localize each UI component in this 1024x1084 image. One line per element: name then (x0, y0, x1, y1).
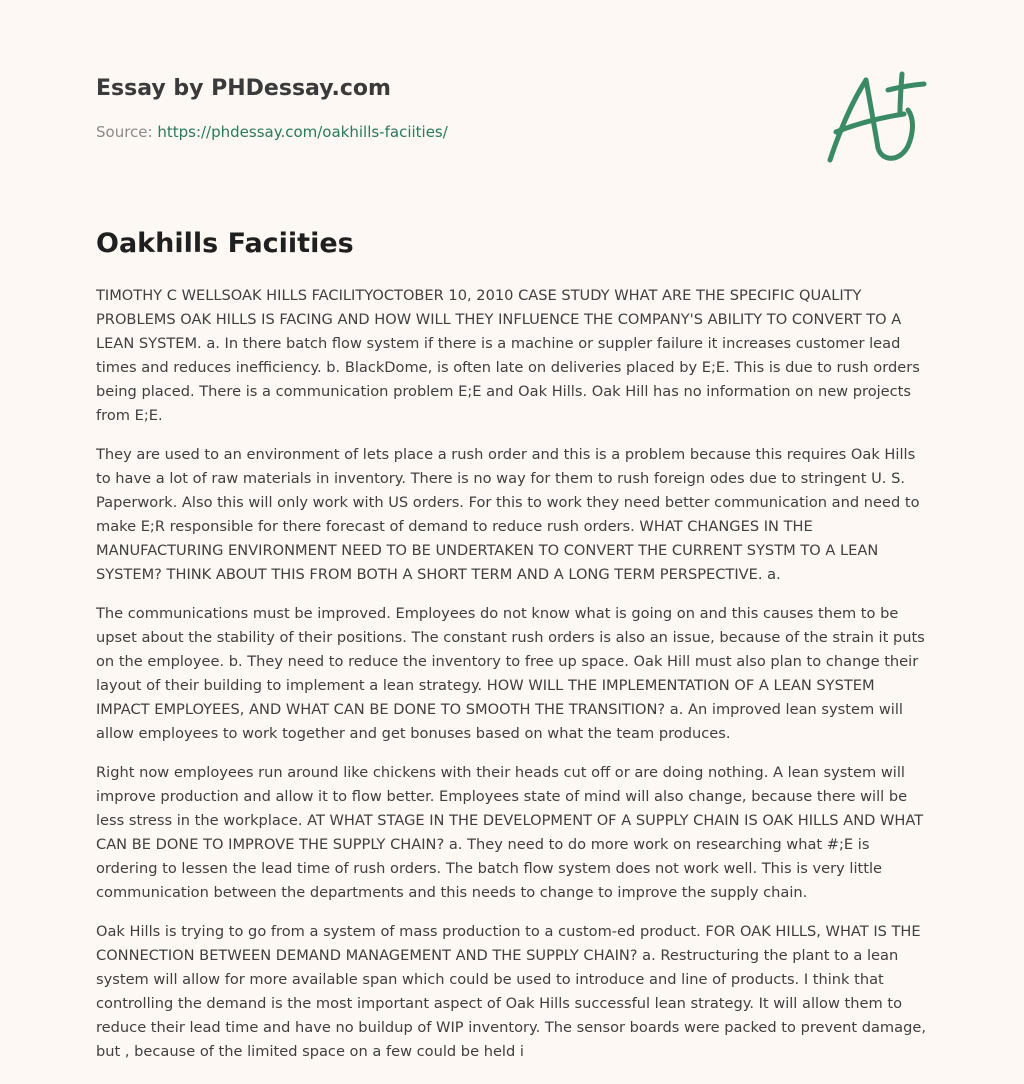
a-plus-logo-icon (818, 66, 930, 166)
essay-paragraph: The communications must be improved. Employees do not know what is going on and this causes them to be upset about the stability of their positions. The constant rush orders is also an issue, because of the strain it puts on the employee. b. They need to reduce the inventory to free up space. Oak Hill must also plan to change their layout of their building to implement a lean strategy. HOW WILL THE IMPLEMENTATION OF A LEAN SYSTEM IMPACT EMPLOYEES, AND WHAT CAN BE DONE TO SMOOTH THE TRANSITION? a. An improved lean system will allow employees to work together and get bonuses based on what the team produces. (96, 605, 925, 742)
a-plus-logo (818, 66, 930, 166)
essay-body (96, 284, 932, 1079)
page-header (96, 74, 796, 142)
essay-paragraph: Right now employees run around like chickens with their heads cut off or are doing nothing. A lean system will improve production and allow it to flow better. Employees state of mind will also change, because there will be less stress in the workplace. AT WHAT STAGE IN THE DEVELOPMENT OF A SUPPLY CHAIN IS OAK HILLS AND WHAT CAN BE DONE TO IMPROVE THE SUPPLY CHAIN? a. They need to do more work on researching what #;E is ordering to lessen the lead time of rush orders. The batch flow system does not work well. This is very little communication between the departments and this needs to change to improve the supply chain. (96, 764, 924, 901)
essay-paragraph: Oak Hills is trying to go from a system of mass production to a custom-ed product. FOR OAK HILLS, WHAT IS THE CONNECTION BETWEEN DEMAND MANAGEMENT AND THE SUPPLY CHAIN? a. Restructuring the plant to a lean system will allow for more available span which could be used to introduce and line of products. I think that controlling the demand is the most important aspect of Oak Hills successful lean strategy. It will allow them to reduce their lead time and have no buildup of WIP inventory. The sensor boards were packed to prevent damage, but , because of the limited space on a few could be held i (96, 923, 926, 1060)
site-title: Essay by PHDessay.com (96, 76, 391, 101)
source-link[interactable]: https://phdessay.com/oakhills-faciities/ (157, 123, 448, 141)
essay-paragraph: TIMOTHY C WELLSOAK HILLS FACILITYOCTOBER 10, 2010 CASE STUDY WHAT ARE THE SPECIFIC QUALITY PROBLEMS OAK HILLS IS FACING AND HOW WILL THEY INFLUENCE THE COMPANY'S ABILITY TO CONVERT TO A LEAN SYSTEM. a. In there batch flow system if there is a machine or suppler failure it increases customer lead times and reduces inefficiency. b. BlackDome, is often late on deliveries placed by E;E. This is due to rush orders being placed. There is a communication problem E;E and Oak Hills. Oak Hill has no information on new projects from E;E. (96, 287, 920, 424)
essay-paragraph: They are used to an environment of lets place a rush order and this is a problem because this requires Oak Hills to have a lot of raw materials in inventory. There is no way for them to rush foreign odes due to stringent U. S. Paperwork. Also this will only work with US orders. For this to work they need better communication and need to make E;R responsible for there forecast of demand to reduce rush orders. WHAT CHANGES IN THE MANUFACTURING ENVIRONMENT NEED TO BE UNDERTAKEN TO CONVERT THE CURRENT SYSTM TO A LEAN SYSTEM? THINK ABOUT THIS FROM BOTH A SHORT TERM AND A LONG TERM PERSPECTIVE. a. (96, 446, 920, 583)
source-label: Source: (96, 123, 158, 141)
source-line (96, 122, 796, 142)
essay-title: Oakhills Faciities (96, 228, 354, 259)
